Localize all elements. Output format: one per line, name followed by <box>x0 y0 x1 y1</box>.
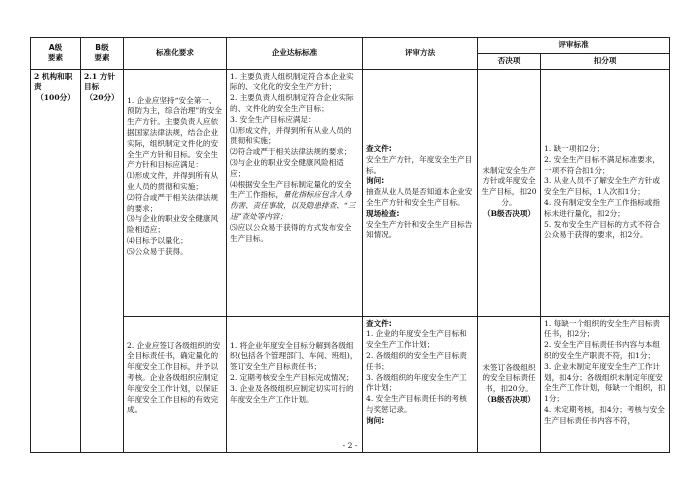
page-number: - 2 - <box>342 441 358 450</box>
method-label: 现场检查: <box>366 208 400 218</box>
compliance-text <box>227 69 363 316</box>
table-row <box>31 316 670 452</box>
header-compliance: 企业达标标准 <box>227 38 363 70</box>
veto-level: （B级否决项） <box>483 208 535 218</box>
header-b-level: B级 要素 <box>81 38 124 70</box>
header-deduct: 扣分项 <box>541 53 670 69</box>
compliance-tail: ⑸应以公众易于获得的方式发布安全生产目标。 <box>230 222 352 243</box>
b-element-score: （20分） <box>85 93 119 103</box>
method-label: 查文件: <box>366 318 392 328</box>
method-text: 安全生产方针，年度安全生产目标。 <box>366 154 473 175</box>
veto-text: 未制定安全生产方针或年度安全生产目标，扣20分。 <box>481 165 537 207</box>
standards-table <box>30 37 670 453</box>
compliance-text: 1. 将企业年度安全目标分解到各级组织(包括各个管理部门、车间、班组)，签订安全生产目标责任书； 2. 定期考核安全生产目标完成情况； 3. 企业及各级组织应制定切实可行的年度安全生产工作计划。 <box>227 316 363 452</box>
b-element-title: 2.1 方针目标 <box>84 71 116 92</box>
standard-text: 1. 企业应坚持“安全第一、预防为主，综合治理”的安全生产方针。主要负责人应依据国家法律法规，结合企业实际，组织制定文件化的安全生产方针和目标。安全生产方针和目标应满足： ⑴形成文件，并得到所有从业人员的贯彻和实施； ⑵符合或严于相关法律法规的要求； ⑶与企业的职业安全健康风险相适应； ⑷目标予以量化； ⑸公众易于获得。 <box>124 69 227 316</box>
method-text: 1. 企业的年度安全生产目标和安全生产工作计划； 2. 各级组织的安全生产目标责任书； 3. 各级组织的年度安全生产工作计划； 4. 安全生产目标责任书的考核与奖惩记录。 <box>366 329 467 414</box>
veto-text: 未签订各级组织的安全目标责任书，扣20分。 <box>482 362 536 394</box>
header-standard: 标准化要求 <box>124 38 227 70</box>
a-element-score: （100分） <box>36 93 75 103</box>
method-label: 查文件: <box>366 144 392 153</box>
a-element-cell <box>31 69 81 452</box>
compliance-normal: 1. 主要负责人组织制定符合本企业实际的、文化化的安全生产方针； 2. 主要负责人组织制定符合企业实际的、文件化的安全生产目标； 3. 安全生产目标应满足： ⑴形成文件，并得到所有从业人员的贯彻和实施； ⑵符合或严于相关法律法规的要求； ⑶与企业的职业安全健康风险相适应； ⑷根据安全生产目标制定量化的安全生产工作指标， <box>230 71 354 200</box>
header-a-level: A级 要素 <box>31 38 81 70</box>
header-method: 评审方法 <box>363 38 478 70</box>
method-label: 询问: <box>366 176 385 186</box>
veto-cell <box>478 69 541 316</box>
header-veto: 否决项 <box>478 53 541 69</box>
veto-level: （B级否决项） <box>483 394 535 404</box>
method-cell <box>363 69 478 316</box>
method-label: 询问: <box>366 415 385 425</box>
table-row <box>31 69 670 316</box>
veto-cell <box>478 316 541 452</box>
a-element-title: 2 机构和职责 <box>34 71 73 92</box>
b-element-cell <box>81 69 124 452</box>
header-criteria: 评审标准 <box>478 38 670 54</box>
deduct-text: 1. 每缺一个组织的安全生产目标责任书，扣2分； 2. 安全生产目标责任书内容与本组织的安全生产职责不符，扣1分； 3. 企业未制定年度安全生产工作计划，扣4分；各级组织未制定年度安全生产工作计划，每缺一个组织，扣1分； 4. 未定期考核，扣4分；考核与安全生产目标责任书内容不符， <box>541 316 670 452</box>
method-cell <box>363 316 478 452</box>
header-row-1 <box>31 38 670 54</box>
method-text: 抽查从业人员是否知道本企业安全生产方针和安全生产目标。 <box>366 187 473 207</box>
standard-text: 2. 企业应签订各级组织的安全目标责任书，确定量化的年度安全工作目标，并予以考核。企业各级组织应制定年度安全工作计划，以保证年度安全工作目标的有效完成。 <box>124 316 227 452</box>
deduct-text: 1. 缺一项扣2分； 2. 安全生产目标不满足标准要求，一项不符合扣1分； 3. 从业人员不了解安全生产方针或安全生产目标，1人次扣1分； 4. 没有制定安全生产工作指标或指标未进行量化，扣2分； 5. 发布安全生产目标的方式不符合公众易于获得的要求，扣2分。 <box>541 69 670 316</box>
method-text: 安全生产方针和安全生产目标告知情况。 <box>366 219 473 240</box>
compliance-italic: 量化指标应包含人身伤害、责任事故，以及隐患排查、“三违”查处等内容； <box>230 190 356 221</box>
